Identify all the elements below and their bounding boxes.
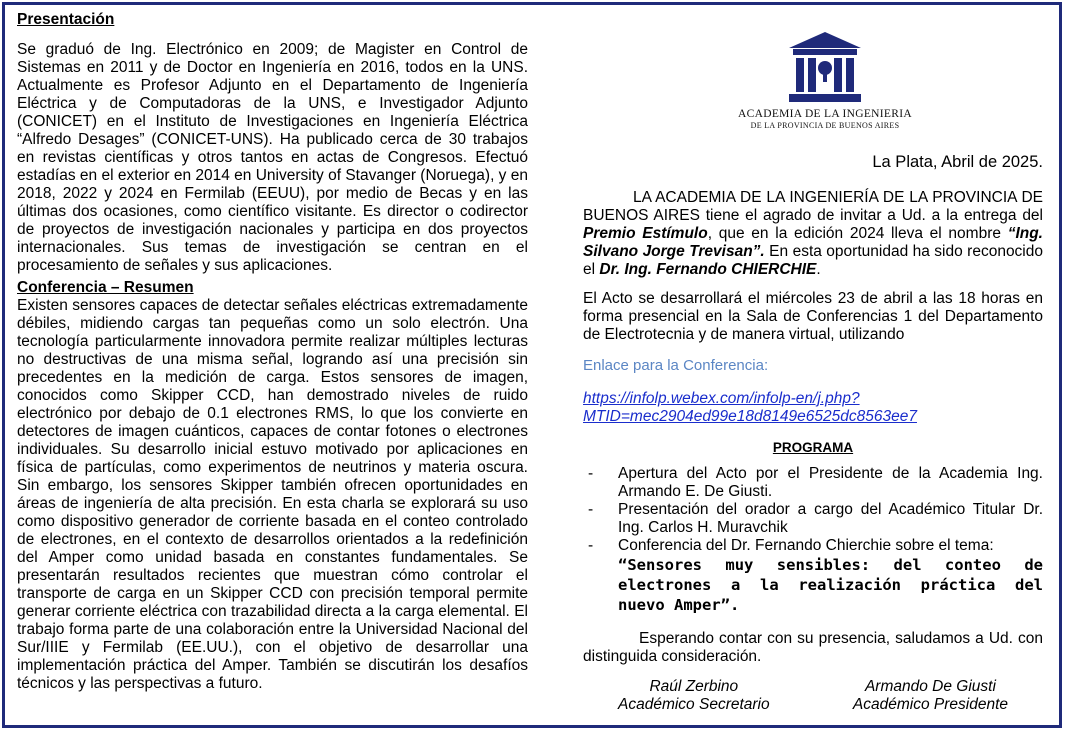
programa-list (583, 465, 1043, 615)
signatures (583, 678, 1043, 714)
invite-text-4: . (816, 261, 821, 278)
programa-item-text: Presentación del orador a cargo del Académico Titular Dr. Ing. Carlos H. Muravchik (618, 501, 1043, 536)
signature-name: Raúl Zerbino (649, 678, 739, 695)
list-item (583, 501, 1043, 537)
signature-role: Académico Secretario (618, 696, 770, 713)
building-icon (787, 30, 863, 104)
signature-role: Académico Presidente (852, 696, 1008, 713)
invite-text-1: LA ACADEMIA DE LA INGENIERÍA DE LA PROVINCIA DE BUENOS AIRES tiene el agrado de invitar a Ud. a la entrega del (583, 189, 1043, 224)
dash-bullet: - (588, 501, 594, 518)
conference-link[interactable]: https://infolp.webex.com/infolp-en/j.php?MTID=mec2904ed99e18d8149e6525dc8563ee7 (583, 390, 917, 425)
link-label: Enlace para la Conferencia: (583, 357, 769, 374)
programa-item-text: Conferencia del Dr. Fernando Chierchie sobre el tema: (618, 537, 994, 554)
invite-honoree-name: “Ing. Silvano Jorge Trevisan”. (583, 225, 1043, 260)
invite-text-2: , que en la edición 2024 lleva el nombre (707, 225, 1008, 242)
signature-president (853, 678, 1008, 714)
signature-name: Armando De Giusti (864, 678, 996, 695)
presentacion-heading: Presentación (17, 11, 115, 28)
dash-bullet: - (588, 537, 594, 554)
left-column (17, 11, 528, 693)
conferencia-heading: Conferencia – Resumen (17, 279, 194, 296)
right-column (583, 150, 1043, 714)
date-line: La Plata, Abril de 2025. (872, 153, 1043, 171)
presentacion-text: Se graduó de Ing. Electrónico en 2009; de Magister en Control de Sistemas en 2011 y de Doctor en Ingeniería en 2016, todos en la UNS. Actualmente es Profesor Adjunto en el Departamento de Ingeniería Eléctrica y de Computadoras de la UNS, e Investigador Adjunto (CONICET) en el Instituto de Investigaciones en Ingeniería Eléctrica “Alfredo Desages” (CONICET-UNS). Ha publicado cerca de 30 trabajos en revistas científicas y otros tantos en actas de Congresos. Efectuó estadías en el exterior en 2014 en University of Stavanger (Noruega), y en 2018, 2022 y 2024 en Fermilab (EEUU), por medio de Becas y en las últimas dos ocasiones, como científico visitante. Es director o codirector de proyectos de investigación nacionales y participa en dos proyectos internacionales. Sus temas de investigación se centran en el procesamiento de señales y sus aplicaciones. (17, 41, 528, 274)
invite-text-3: En esta oportunidad ha sido reconocido el (583, 243, 1043, 278)
invite-prize: Premio Estímulo (583, 225, 708, 242)
list-item (583, 537, 1043, 615)
academy-logo (735, 30, 915, 130)
closing-paragraph: Esperando contar con su presencia, saludamos a Ud. con distinguida consideración. (583, 630, 1043, 665)
invitation-paragraph (583, 189, 1043, 279)
list-item (583, 465, 1043, 501)
academy-name: ACADEMIA DE LA INGENIERIA (738, 108, 912, 120)
conferencia-text: Existen sensores capaces de detectar señales eléctricas extremadamente débiles, midiendo cargas tan pequeñas como un solo electrón. Una tecnología particularmente innovadora permite realizar múltiples lecturas no destructivas de una misma señal, logrando así una precisión sin precedentes en la medición de carga. Estos sensores de imagen, conocidos como Skipper CCD, han demostrado niveles de ruido electrónico por debajo de 0.1 electrones RMS, lo que los convierte en detectores de imagen cuánticos, capaces de contar fotones o electrones individuales. Su desarrollo inicial estuvo motivado por aplicaciones en física de partículas, como experimentos de neutrinos y materia oscura. Sin embargo, los sensores Skipper también ofrecen oportunidades en áreas de ingeniería de alta precisión. En esta charla se explorará su uso como dispositivo generador de corriente basada en el conteo controlado de electrones, en el contexto de desarrollos orientados a la redefinición del Amper como unidad basada en constantes fundamentales. Se presentarán resultados recientes que muestran cómo controlar el transporte de carga en un Skipper CCD con precisión temporal permite generar corriente eléctrica con trazabilidad directa a la carga elemental. El trabajo forma parte de una colaboración entre la Universidad Nacional del Sur/IIIE y Fermilab (EE.UU.), con el objetivo de desarrollar una implementación práctica del Amper. También se discutirán los desafíos técnicos y las perspectivas a futuro. (17, 297, 528, 692)
programa-item-text: Apertura del Acto por el Presidente de la Academia Ing. Armando E. De Giusti. (618, 465, 1043, 500)
invite-winner: Dr. Ing. Fernando CHIERCHIE (599, 261, 817, 278)
conference-title: “Sensores muy sensibles: del conteo de electrones a la realización práctica del nuevo Amper”. (618, 556, 1043, 614)
dash-bullet: - (588, 465, 594, 482)
signature-secretary (618, 678, 770, 714)
academy-subtitle: DE LA PROVINCIA DE BUENOS AIRES (750, 121, 900, 130)
acto-paragraph: El Acto se desarrollará el miércoles 23 de abril a las 18 horas en forma presencial en la Sala de Conferencias 1 del Departamento de Electrotecnia y de manera virtual, utilizando (583, 290, 1043, 343)
programa-heading: PROGRAMA (772, 440, 854, 455)
